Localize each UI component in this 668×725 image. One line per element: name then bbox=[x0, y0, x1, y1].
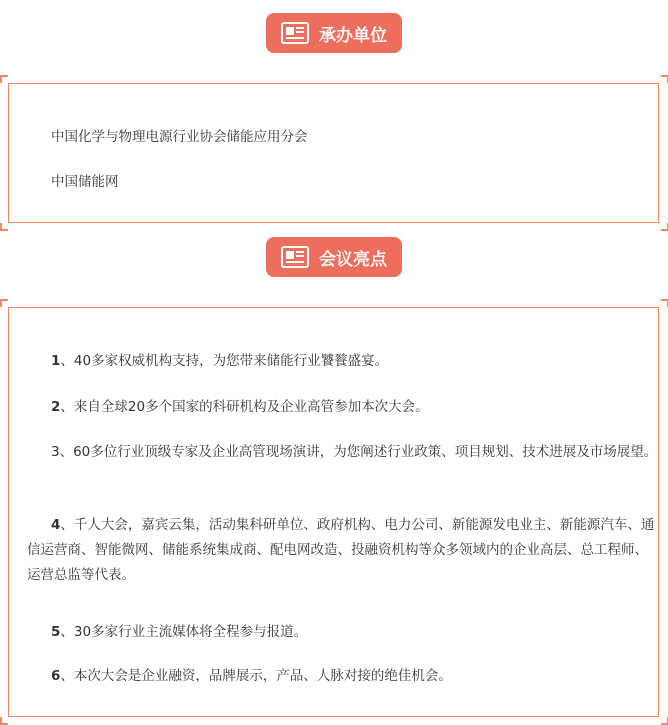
highlight-text: 、60多位行业顶级专家及企业高管现场演讲，为您阐述行业政策、项目规划、技术进展及市场展望。 bbox=[59, 444, 658, 460]
section-title: 承办单位 bbox=[319, 25, 387, 46]
newspaper-icon bbox=[281, 246, 309, 268]
organizer-item: 中国储能网 bbox=[51, 174, 119, 190]
highlight-number: 6 bbox=[51, 668, 61, 684]
highlight-text: 、来自全球20多个国家的科研机构及企业高管参加本次大会。 bbox=[60, 399, 429, 415]
highlights-panel bbox=[8, 307, 659, 717]
corner-decoration bbox=[0, 75, 8, 83]
newspaper-icon bbox=[281, 22, 309, 44]
highlight-number: 2 bbox=[51, 399, 61, 415]
section-header-highlights bbox=[266, 237, 402, 277]
highlight-text: 、40多家权威机构支持，为您带来储能行业饕餮盛宴。 bbox=[60, 353, 389, 369]
section-title: 会议亮点 bbox=[319, 249, 387, 270]
highlight-item bbox=[27, 395, 659, 420]
organizer-item: 中国化学与物理电源行业协会储能应用分会 bbox=[51, 129, 308, 145]
highlight-item bbox=[27, 620, 659, 645]
highlight-text: 、本次大会是企业融资，品牌展示，产品、人脉对接的绝佳机会。 bbox=[60, 668, 452, 684]
highlight-item bbox=[27, 349, 659, 374]
highlight-item bbox=[27, 440, 659, 465]
corner-decoration bbox=[0, 223, 8, 231]
highlight-item bbox=[27, 513, 659, 588]
corner-decoration bbox=[661, 223, 668, 231]
highlight-number: 1 bbox=[51, 353, 61, 369]
highlight-item bbox=[27, 664, 659, 689]
corner-decoration bbox=[661, 717, 668, 725]
highlight-number: 3 bbox=[51, 444, 60, 460]
organizers-panel bbox=[8, 83, 659, 223]
highlight-text: 、千人大会，嘉宾云集，活动集科研单位、政府机构、电力公司、新能源发电业主、新能源汽车、通信运营商、智能微网、储能系统集成商、配电网改造、投融资机构等众多领域内的企业高层、总工程师、运营总监等代表。 bbox=[27, 517, 655, 583]
highlight-number: 5 bbox=[51, 624, 61, 640]
corner-decoration bbox=[661, 75, 668, 83]
corner-decoration bbox=[661, 299, 668, 307]
section-header-organizers bbox=[266, 13, 402, 53]
corner-decoration bbox=[0, 299, 8, 307]
highlight-text: 、30多家行业主流媒体将全程参与报道。 bbox=[60, 624, 308, 640]
highlight-number: 4 bbox=[51, 517, 61, 533]
corner-decoration bbox=[0, 717, 8, 725]
